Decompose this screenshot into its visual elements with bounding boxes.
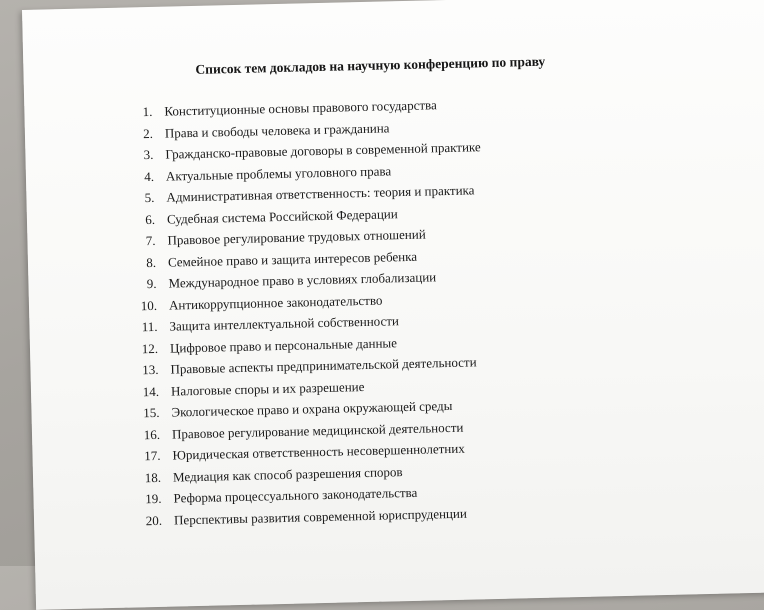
topic-number: 4. <box>132 166 154 187</box>
topic-text: Правовое регулирование трудовых отношений <box>167 225 426 251</box>
topic-text: Правовое регулирование медицинской деятельности <box>172 417 464 444</box>
paper-sheet <box>22 0 764 610</box>
topic-text: Защита интеллектуальной собственности <box>169 311 399 336</box>
topic-number: 16. <box>138 424 160 445</box>
topic-text: Семейное право и защита интересов ребенка <box>168 246 418 272</box>
topic-text: Юридическая ответственность несовершеннолетних <box>172 439 465 466</box>
topic-text: Конституционные основы правового государства <box>164 95 437 121</box>
topic-number: 8. <box>134 252 156 273</box>
topic-text: Медиация как способ разрешения споров <box>173 462 403 487</box>
topic-text: Экологическое право и охрана окружающей среды <box>171 396 452 423</box>
topic-number: 5. <box>132 188 154 209</box>
topic-number: 10. <box>135 295 157 316</box>
topic-text: Правовые аспекты предпринимательской деятельности <box>170 352 477 379</box>
topic-text: Административная ответственность: теория и практика <box>166 180 474 207</box>
topic-number: 18. <box>139 467 161 488</box>
topic-number: 1. <box>130 102 152 123</box>
topic-text: Международное право в условиях глобализации <box>168 267 436 293</box>
topic-number: 11. <box>135 317 157 338</box>
topic-number: 19. <box>139 489 161 510</box>
topic-number: 14. <box>137 381 159 402</box>
topic-number: 15. <box>137 403 159 424</box>
topic-text: Актуальные проблемы уголовного права <box>166 161 392 186</box>
topic-text: Цифровое право и персональные данные <box>170 333 397 358</box>
topic-number: 12. <box>136 338 158 359</box>
topic-number: 7. <box>133 231 155 252</box>
topic-text: Права и свободы человека и гражданина <box>165 118 390 143</box>
topic-text: Судебная система Российской Федерации <box>167 204 398 229</box>
topic-text: Налоговые споры и их разрешение <box>171 377 365 402</box>
topic-number: 13. <box>136 360 158 381</box>
topic-number: 17. <box>138 446 160 467</box>
topic-number: 9. <box>134 274 156 295</box>
topic-number: 6. <box>133 209 155 230</box>
topic-text: Перспективы развития современной юриспруденции <box>174 503 467 530</box>
topic-number: 2. <box>131 123 153 144</box>
document-title: Список тем докладов на научную конференцию по праву <box>195 54 545 78</box>
topic-number: 20. <box>140 510 162 531</box>
topic-text: Антикоррупционное законодательство <box>169 290 383 315</box>
topic-number: 3. <box>131 145 153 166</box>
topic-text: Гражданско-правовые договоры в современной практике <box>165 137 481 164</box>
topic-text: Реформа процессуального законодательства <box>173 483 417 509</box>
